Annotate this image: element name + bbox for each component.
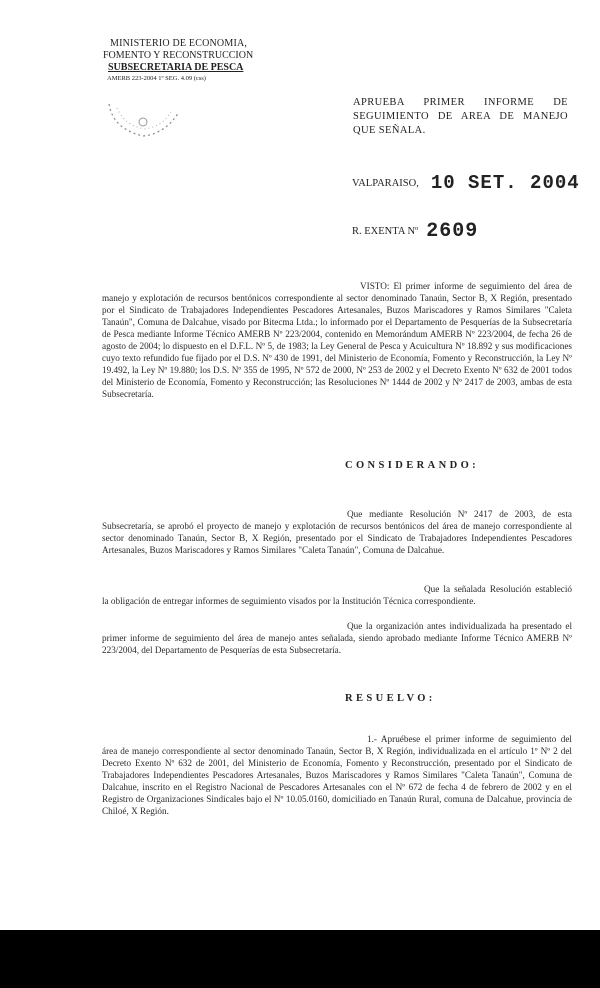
place-label: VALPARAISO, — [352, 178, 419, 189]
letterhead — [80, 38, 265, 83]
document-subject: APRUEBA PRIMER INFORME DE SEGUIMIENTO DE AREA DE MANEJO QUE SEÑALA. — [353, 97, 568, 136]
letterhead-ministry: MINISTERIO DE ECONOMIA, — [110, 38, 248, 49]
considerando-heading: CONSIDERANDO: — [345, 460, 480, 471]
resolution-number — [352, 220, 478, 243]
considerando-paragraph-3: Que la organización antes individualizada ha presentado el primer informe de seguimiento del área de manejo antes señalada, siendo aprobado mediante Informe Técnico AMERB Nº 223/2004, del Departamento de Pesquerías de esta Subsecretaría. — [102, 621, 572, 655]
exenta-number: 2609 — [426, 220, 479, 243]
resuelvo-heading: RESUELVO: — [345, 693, 436, 704]
letterhead-subsecretaria: SUBSECRETARIA DE PESCA — [108, 62, 244, 73]
date-stamp: 10 SET. 2004 — [430, 172, 580, 194]
resuelvo-paragraph-1: 1.- Apruébese el primer informe de seguimiento del área de manejo correspondiente al sector denominado Tanaún, Sector B, X Región, individualizada en el artículo 1º Nº 2 del Decreto Exento Nº 632 de 2001, del Ministerio de Economía, Fomento y Reconstrucción, presentado por el Sindicato de Trabajadores Independientes Pescadores Artesanales, Buzos Mariscadores y Ramos Similares "Caleta Tanaún", Comuna de Dalcahue, inscrito en el Registro Nacional de Pescadores Artesanales con el Nº 672 de fecha 4 de febrero de 2002 y en el Registro de Organizaciones Sindicales bajo el Nº 10.05.0160, domiciliado en Tanaún Rural, comuna de Dalcahue, provincia de Chiloé, X Región. — [102, 734, 572, 816]
considerando-paragraph-2: Que la señalada Resolución estableció la obligación de entregar informes de seguimiento visados por la Institución Técnica correspondiente. — [102, 584, 572, 606]
seal-stamp-icon — [103, 84, 185, 144]
place-date — [352, 172, 580, 194]
considerando-paragraph-1: Que mediante Resolución Nº 2417 de 2003, de esta Subsecretaría, se aprobó el proyecto de manejo y explotación de recursos bentónicos del área de manejo correspondiente al sector denominado Tanaún, Sector B, X Región, presentado por el Sindicato de Trabajadores Independientes Pescadores Artesanales, Buzos Mariscadores y Ramos Similares "Caleta Tanaún", Comuna de Dalcahue. — [102, 509, 572, 555]
letterhead-ministry-2: FOMENTO Y RECONSTRUCCION — [103, 50, 254, 61]
letterhead-reference: AMERB 223-2004 1º SEG. 4.09 (css) — [107, 75, 206, 82]
scan-bottom-margin — [0, 930, 600, 988]
exenta-label: R. EXENTA Nº — [352, 226, 419, 237]
visto-paragraph: VISTO: El primer informe de seguimiento del área de manejo y explotación de recursos bentónicos correspondiente al sector denominado Tanaún, Sector B, X Región, presentado por el Sindicato de Trabajadores Independientes Pescadores Artesanales, Buzos Mariscadores y Ramos Similares "Caleta Tanaún", Comuna de Dalcahue, visado por Bitecma Ltda.; lo informado por el Departamento de Pesquerías de la Subsecretaría de Pesca mediante Informe Técnico AMERB Nº 223/2004, contenido en Memorándum AMERB Nº 223/2004, de fecha 26 de agosto de 2004; lo dispuesto en el D.F.L. Nº 5, de 1983; la Ley General de Pesca y Acuicultura Nº 18.892 y sus modificaciones cuyo texto refundido fue fijado por el D.S. Nº 430 de 1991, del Ministerio de Economía, Fomento y Reconstrucción, la Ley Nº 19.492, la Ley Nº 19.880; los D.S. Nº 355 de 1995, Nº 572 de 2000, Nº 253 de 2002 y el Decreto Exento Nº 632 de 2001 todos del Ministerio de Economía, Fomento y Reconstrucción; las Resoluciones Nº 1444 de 2002 y Nº 2417 de 2003, ambas de esta Subsecretaría. — [102, 281, 572, 399]
